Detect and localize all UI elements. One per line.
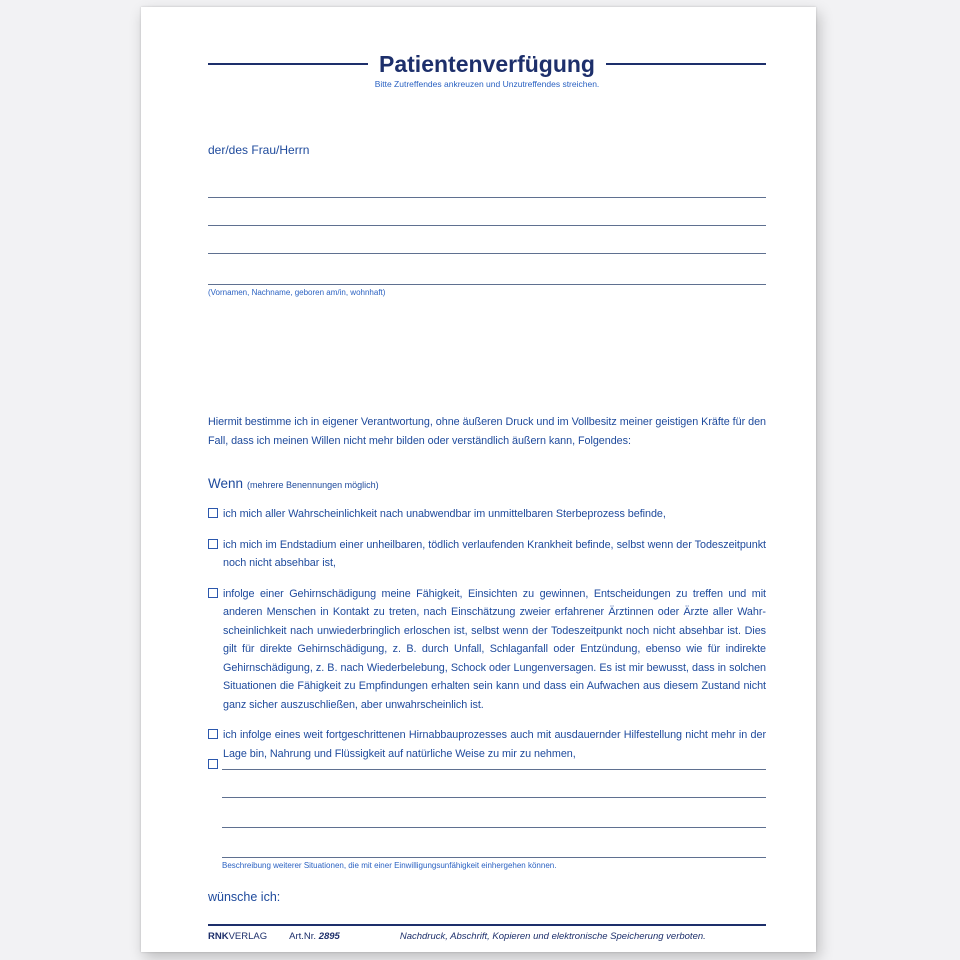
- form-subtitle: Bitte Zutreffendes ankreuzen und Unzutreffendes streichen.: [374, 79, 600, 89]
- condition-item: [208, 505, 766, 524]
- form-footer: [208, 924, 766, 942]
- publisher-logo-bold: RNK: [208, 931, 229, 942]
- intro-paragraph: Hiermit bestimme ich in eigener Verantwortung, ohne äußeren Druck und im Vollbesitz meiner geistigen Kräfte für den Fall, dass ich meinen Willen nicht mehr bilden oder verständlich äußern kann, Folgendes:: [208, 416, 766, 447]
- condition-text: infolge einer Gehirnschädigung meine Fähigkeit, Einsichten zu gewinnen, Entscheidungen zu treffen und mit anderen Menschen in Kontakt zu treten, nach Einschätzung zweier erfahrener Ärztinnen oder Ärzte aller Wahrscheinlichkeit nach unwiederbringlich erloschen ist, selbst wenn der Todeszeitpunkt noch nicht absehbar ist. Dies gilt für direkte Gehirnschädigung, z. B. durch Unfall, Schlaganfall oder Entzündung, ebenso wie für indirekte Gehirnschädigung, z. B. nach Wiederbelebung, Schock oder Lungenversagen. Es ist mir bewusst, dass in solchen Situationen die Fähigkeit zu Empfindungen erhalten sein kann und dass ein Aufwachen aus diesem Zustand nicht ganz sicher auszuschließen, aber unwahrscheinlich ist.: [223, 587, 766, 711]
- situation-input-line[interactable]: [222, 798, 766, 828]
- condition-checkbox[interactable]: [208, 759, 218, 769]
- form-header: [208, 52, 766, 76]
- custom-condition-input-line[interactable]: [222, 757, 766, 770]
- name-lines-group: [208, 170, 766, 285]
- article-number-value: 2895: [318, 931, 340, 942]
- custom-condition-block: [208, 755, 766, 904]
- condition-item-custom: [208, 755, 766, 770]
- condition-checkbox[interactable]: [208, 539, 218, 549]
- condition-checkbox[interactable]: [208, 729, 218, 739]
- condition-checkbox[interactable]: [208, 508, 218, 518]
- situation-lines-group: [222, 770, 766, 858]
- page-title: Patientenverfügung: [379, 51, 595, 77]
- form-content: [141, 7, 816, 952]
- title-rule-left: [208, 63, 368, 65]
- title-rule-right: [606, 63, 766, 65]
- condition-heading-row: [208, 476, 766, 491]
- condition-text: ich mich aller Wahrscheinlichkeit nach unabwendbar im unmittelbaren Sterbeprozess befinde,: [223, 508, 666, 520]
- condition-text: ich mich im Endstadium einer unheilbaren, tödlich verlaufenden Krankheit befinde, selbst wenn der Todeszeitpunkt noch nicht absehbar ist,: [223, 538, 766, 569]
- copyright-notice: Nachdruck, Abschrift, Kopieren und elektronische Speicherung verboten.: [399, 931, 706, 942]
- condition-checkbox[interactable]: [208, 588, 218, 598]
- name-input-line[interactable]: [208, 170, 766, 198]
- wish-label: wünsche ich:: [208, 890, 281, 904]
- name-input-line[interactable]: [208, 226, 766, 254]
- publisher-logo: [208, 931, 267, 942]
- situation-input-line[interactable]: [222, 770, 766, 798]
- salutation-label: der/des Frau/Herrn: [208, 143, 310, 157]
- condition-item: [208, 536, 766, 573]
- situation-lines-caption: Beschreibung weiterer Situationen, die mit einer Einwilligungsunfähigkeit einhergehen können.: [222, 861, 557, 870]
- condition-list: [208, 505, 766, 763]
- condition-heading-note: (mehrere Benennungen möglich): [247, 480, 379, 490]
- condition-text: ich infolge eines weit fortgeschrittenen Hirnabbauprozesses auch mit ausdauernder Hilfestellung nicht mehr in der Lage bin, Nahrung und Flüssigkeit auf natürliche Weise zu mir zu nehmen,: [223, 729, 766, 760]
- article-number-label: Art.Nr.: [289, 931, 317, 942]
- condition-item: [208, 585, 766, 715]
- publisher-logo-rest: VERLAG: [228, 931, 268, 942]
- form-page: [141, 7, 816, 952]
- article-number: [289, 931, 340, 942]
- name-lines-caption: (Vornamen, Nachname, geboren am/in, wohnhaft): [208, 288, 386, 297]
- condition-heading: Wenn: [208, 476, 244, 491]
- name-input-line[interactable]: [208, 198, 766, 226]
- name-input-line[interactable]: [208, 254, 766, 285]
- situation-input-line[interactable]: [222, 828, 766, 858]
